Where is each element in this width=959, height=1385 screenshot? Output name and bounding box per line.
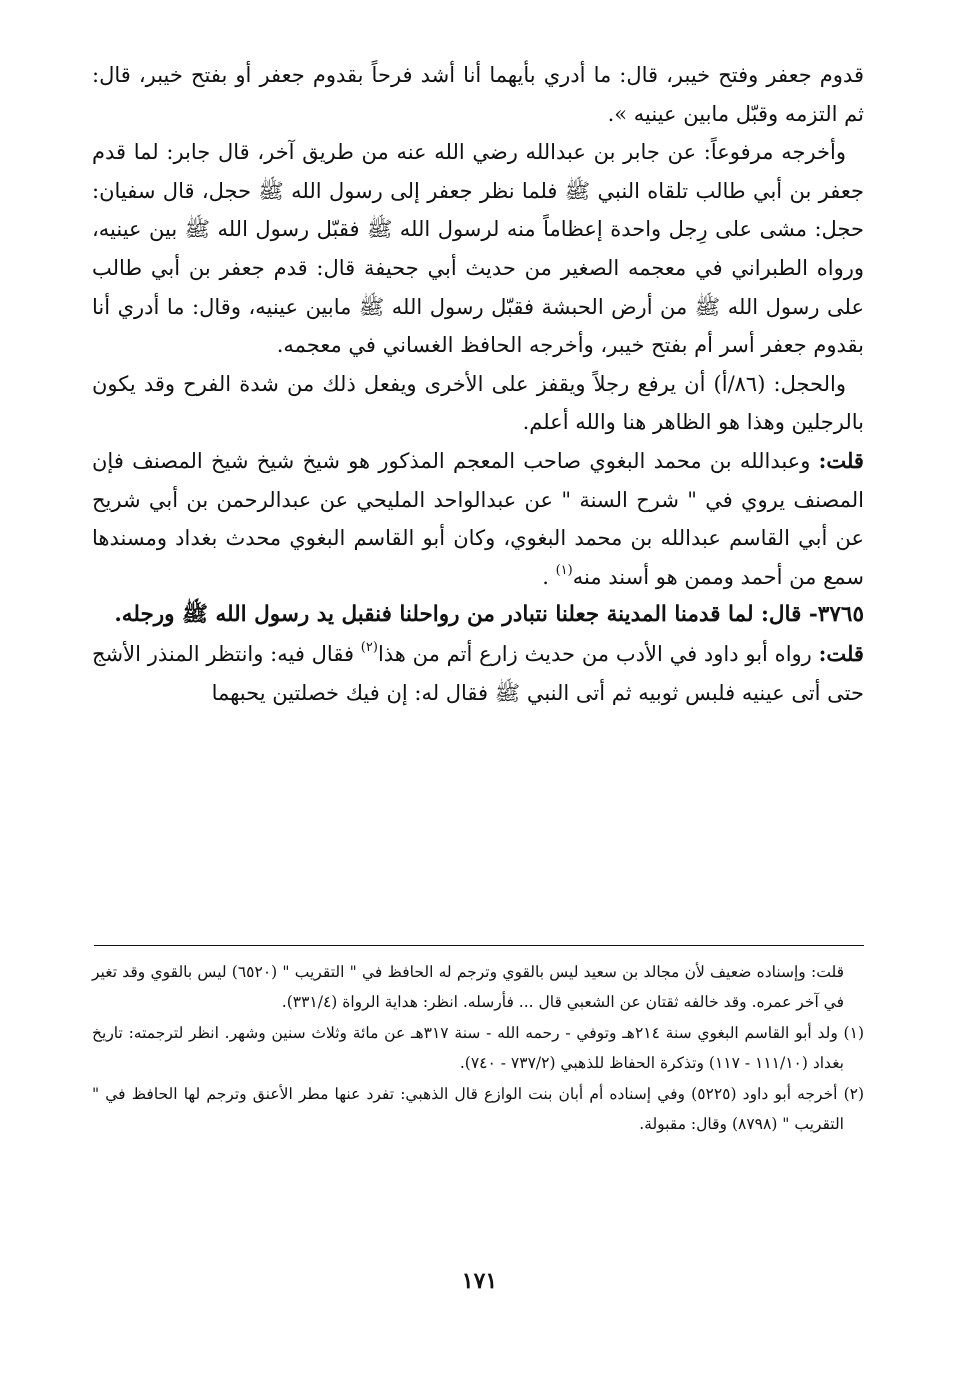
- paragraph-continuation: قدوم جعفر وفتح خيبر، قال: ما أدري بأيهما أنا أشد فرحاً بقدوم جعفر أو بفتح خيبر، قال: ثم التزمه وقبّل مابين عينيه ».: [92, 63, 864, 126]
- paragraph-qultu-abudawud: [92, 635, 864, 712]
- qultu-label: قلت:: [818, 640, 864, 666]
- paragraph-text: رواه أبو داود في الأدب من حديث زارع أتم من هذا: [377, 641, 812, 666]
- footnote-ref-1: (١): [555, 562, 573, 578]
- qultu-label: قلت:: [818, 447, 864, 473]
- paragraph-marfu: وأخرجه مرفوعاً: عن جابر بن عبدالله رضي الله عنه من طريق آخر، قال جابر: لما قدم جعفر بن أبي طالب تلقاه النبي ﷺ فلما نظر جعفر إلى رسول الله ﷺ حجل، قال سفيان: حجل: مشى على رِجل واحدة إعظاماً منه لرسول الله ﷺ فقبّل رسول الله ﷺ بين عينيه، ورواه الطبراني في معجمه الصغير من حديث أبي جحيفة قال: قدم جعفر بن أبي طالب على رسول الله ﷺ من أرض الحبشة فقبّل رسول الله ﷺ مابين عينيه، وقال: ما أدري أنا بقدوم جعفر أسر أم بفتح خيبر، وأخرجه الحافظ الغساني في معجمه.: [92, 140, 864, 358]
- footnote-1: (١) ولد أبو القاسم البغوي سنة ٢١٤هـ وتوفي - رحمه الله - سنة ٣١٧هـ عن مائة وثلاث سنين وشهر. انظر لترجمته: تاريخ بغداد (١١١/١٠ - ١١٧) وتذكرة الحفاظ للذهبي (٧٣٧/٢ - ٧٤٠).: [92, 1024, 864, 1072]
- paragraph-qultu-baghawi: [92, 442, 864, 596]
- paragraph-text: فقال فيه: وانتظر المنذر الأشج حتى أتى عينيه فلبس ثوبيه ثم أتى النبي ﷺ فقال له: إن فيك خصلتين يحبهما: [92, 641, 864, 705]
- footnote-carryover: قلت: وإسناده ضعيف لأن مجالد بن سعيد ليس بالقوي وترجم له الحافظ في " التقريب " (٦٥٢٠) ليس بالقوي وقد تغير في آخر عمره. وقد خالفه ثقتان عن الشعبي قال ... فأرسله. انظر: هداية الرواة (٣٣١/٤).: [92, 963, 844, 1011]
- footnotes: [92, 958, 864, 1141]
- paragraph-hajl-definition: والحجل: (٨٦/أ) أن يرفع رجلاً ويقفز على الأخرى ويفعل ذلك من شدة الفرح وقد يكون بالرجلين وهذا هو الظاهر هنا والله أعلم.: [92, 371, 864, 435]
- footnote-2: (٢) أخرجه أبو داود (٥٢٢٥) وفي إسناده أم أبان بنت الوازع قال الذهبي: تفرد عنها مطر الأعنق وترجم لها الحافظ في " التقريب " (٨٧٩٨) وقال: مقبولة.: [92, 1085, 865, 1133]
- footnote-ref-2: (٢): [360, 639, 378, 655]
- page-number: ١٧١: [461, 1268, 498, 1294]
- hadith-3765: ٣٧٦٥- قال: لما قدمنا المدينة جعلنا نتبادر من رواحلنا فنقبل يد رسول الله ﷺ ورجله.: [114, 602, 864, 628]
- main-text: [92, 56, 864, 712]
- footnote-separator: [94, 945, 864, 946]
- paragraph-end: .: [542, 564, 549, 589]
- paragraph-text: وعبدالله بن محمد البغوي صاحب المعجم المذكور هو شيخ شيخ شيخ المصنف فإن المصنف يروي في " شرح السنة " عن عبدالواحد المليحي عن عبدالرحمن بن أبي شريح عن أبي القاسم عبدالله بن محمد البغوي، وكان أبو القاسم البغوي محدث بغداد ومسندها سمع من أحمد وممن هو أسند منه: [92, 448, 864, 589]
